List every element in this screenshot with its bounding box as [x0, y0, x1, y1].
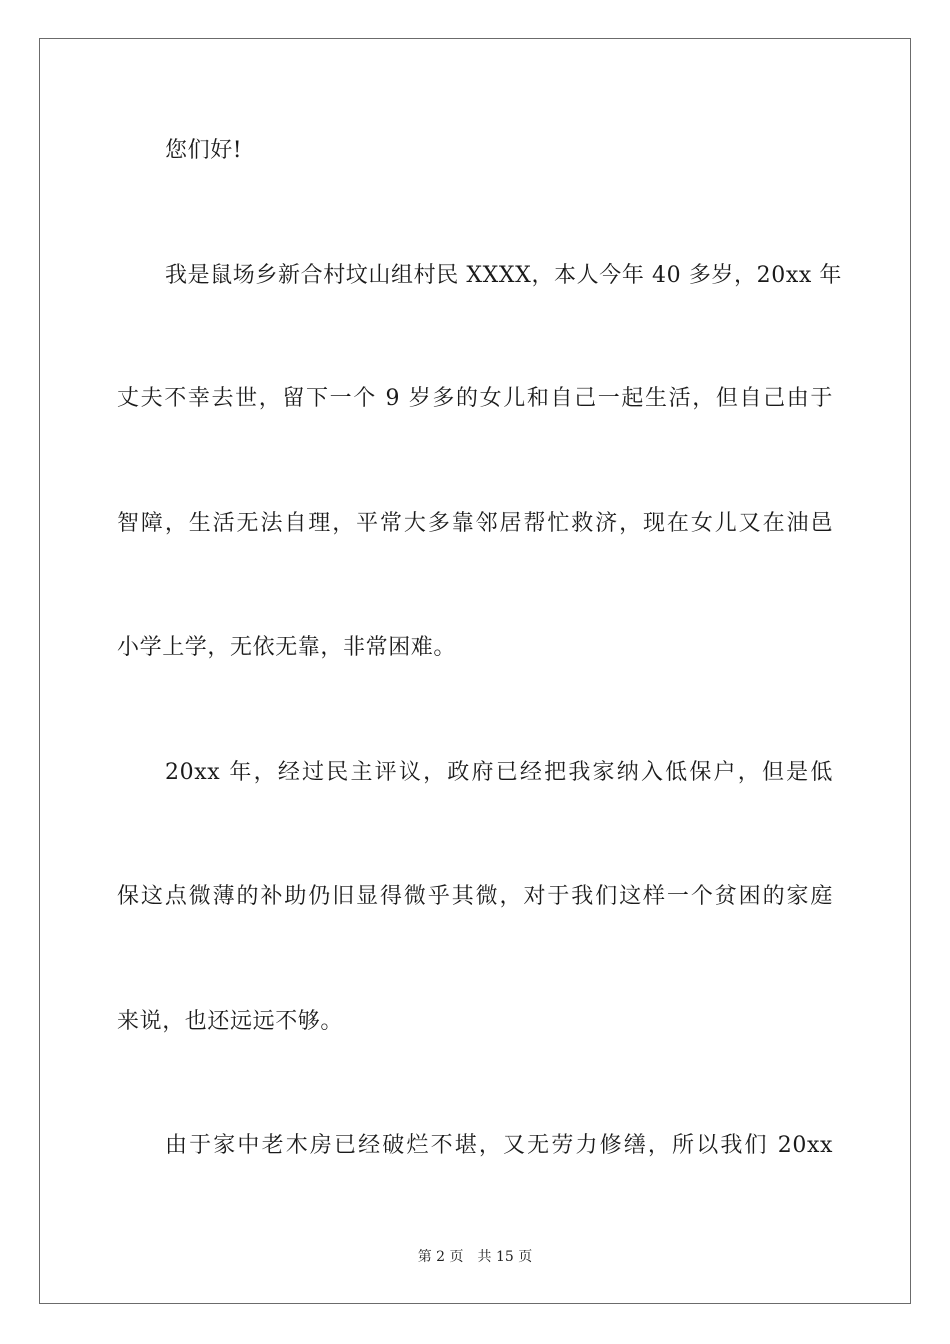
paragraph-1-line-4: 小学上学，无依无靠，非常困难。: [117, 635, 457, 660]
page-total: 共 15 页: [477, 1249, 533, 1265]
paragraph-1-line-3: 智障，生活无法自理，平常大多靠邻居帮忙救济，现在女儿又在油邑: [117, 511, 833, 536]
page-footer: [0, 1248, 950, 1266]
paragraph-3-line-1: 由于家中老木房已经破烂不堪，又无劳力修缮，所以我们 20xx: [165, 1133, 833, 1158]
page-border: [39, 38, 911, 1304]
paragraph-2-line-1: 20xx 年，经过民主评议，政府已经把我家纳入低保户，但是低: [165, 760, 833, 785]
page-number: 第 2 页: [417, 1249, 464, 1265]
paragraph-2-line-2: 保这点微薄的补助仍旧显得微乎其微，对于我们这样一个贫困的家庭: [117, 884, 833, 909]
paragraph-2-line-3: 来说，也还远远不够。: [117, 1009, 344, 1034]
greeting-line: 您们好!: [165, 138, 243, 163]
paragraph-1-line-2: 丈夫不幸去世，留下一个 9 岁多的女儿和自己一起生活，但自己由于: [117, 386, 833, 411]
paragraph-1-line-1: 我是鼠场乡新合村坟山组村民 XXXX，本人今年 40 多岁，20xx 年: [165, 263, 843, 288]
